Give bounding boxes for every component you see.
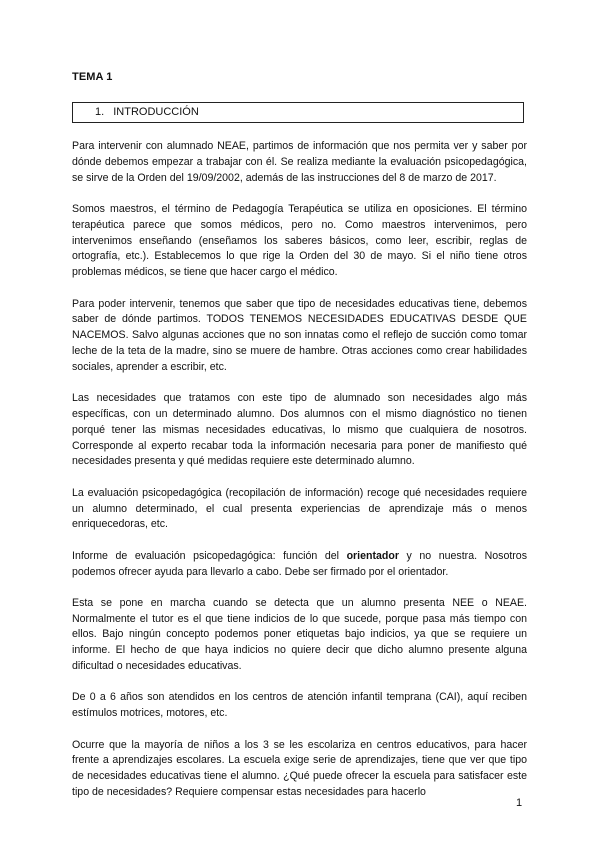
paragraph: La evaluación psicopedagógica (recopilación de información) recoge qué necesidades requiere un alumno determinado, el cual presenta experiencias de aprendizaje más o menos enriquecedoras, etc. <box>72 486 527 531</box>
paragraph: Para poder intervenir, tenemos que saber que tipo de necesidades educativas tiene, debemos saber de dónde partimos. TODOS TENEMOS NECESIDADES EDUCATIVAS DESDE QUE NACEMOS. Salvo algunas acciones que no son innatas como el reflejo de succión como tomar leche de la teta de la madre, sino se muere de hambre. Otras acciones como crear habilidades sociales, aprender a escribir, etc. <box>72 297 527 373</box>
paragraph: Esta se pone en marcha cuando se detecta que un alumno presenta NEE o NEAE. Normalmente el tutor es el que tiene indicios de lo que sucede, porque pasa más tiempo con ellos. Bajo ningún concepto podemos poner etiquetas bajo indicios, ya que se requiere un informe. El hecho de que haya indicios no quiere decir que dicho alumno presente alguna dificultad o necesidades educativas. <box>72 596 527 673</box>
paragraph: Las necesidades que tratamos con este tipo de alumnado son necesidades algo más específicas, con un determinado alumno. Dos alumnos con el mismo diagnóstico no tienen porqué tener las mismas necesidades educativas, lo mismo que cualquiera de nosotros. Corresponde al experto recabar toda la información necesaria para poner de manifiesto qué necesidades presenta y qué medidas requiere este determinado alumno. <box>72 392 527 468</box>
paragraph-text: Informe de evaluación psicopedagógica: función del <box>72 549 347 562</box>
page-number: 1 <box>516 797 523 809</box>
document-body <box>72 139 527 816</box>
paragraph: Somos maestros, el término de Pedagogía Terapéutica se utiliza en oposiciones. El término terapéutica parece que somos médicos, pero no. Como maestros intervenimos, pero intervenimos enseñando (enseñamos los saberes básicos, como leer, escribir, reglas de ortografía, etc.). Establecemos lo que rige la Orden del 30 de mayo. Si el niño tiene otros problemas médicos, se tiene que hacer cargo el médico. <box>72 202 527 279</box>
section-heading: INTRODUCCIÓN <box>113 106 199 118</box>
paragraph: De 0 a 6 años son atendidos en los centros de atención infantil temprana (CAI), aquí reciben estímulos motrices, motores, etc. <box>72 691 527 720</box>
paragraph: Ocurre que la mayoría de niños a los 3 se les escolariza en centros educativos, para hacer frente a aprendizajes escolares. La escuela exige serie de aprendizajes, tiene que ver que tipo de necesidades educativas tiene el alumno. ¿Qué puede ofrecer la escuela para satisfacer este tipo de necesidades? Requiere compensar estas necesidades para hacerlo <box>72 738 527 799</box>
bold-term: orientador <box>346 549 399 562</box>
section-heading-box <box>72 102 524 123</box>
paragraph-text: y no nuestra. Nosotros podemos ofrecer ayuda para llevarlo a cabo. Debe ser firmado por el orientador. <box>72 549 528 578</box>
section-number: 1. <box>95 106 105 118</box>
document-title: TEMA 1 <box>72 71 113 83</box>
paragraph: Para intervenir con alumnado NEAE, partimos de información que nos permita ver y saber por dónde debemos empezar a trabajar con él. Se realiza mediante la evaluación psicopedagógica, se sirve de la Orden del 19/09/2002, además de las instrucciones del 8 de marzo de 2017. <box>72 140 527 184</box>
paragraph <box>72 549 527 581</box>
